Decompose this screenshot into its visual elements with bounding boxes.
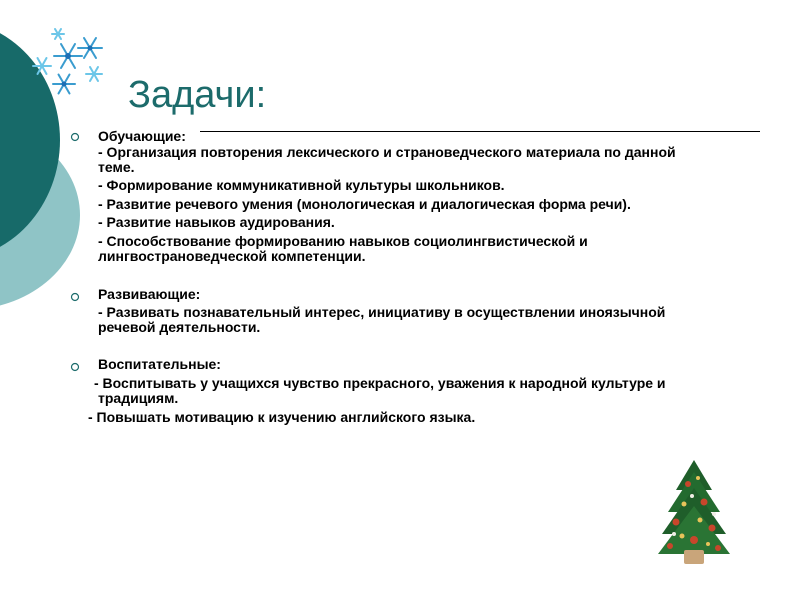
list-item: - Формирование коммуникативной культуры школьников. — [98, 177, 505, 193]
section-heading-teaching: Обучающие: — [98, 128, 186, 144]
section-heading-upbringing: Воспитательные: — [98, 356, 221, 372]
list-item: теме. — [98, 159, 135, 175]
hollow-circle-bullet-icon — [70, 292, 80, 302]
list-item: - Развитие навыков аудирования. — [98, 214, 335, 230]
list-item: - Организация повторения лексического и страноведческого материала по данной — [98, 144, 676, 160]
christmas-tree-icon — [654, 456, 734, 568]
list-item: - Развивать познавательный интерес, инициативу в осуществлении иноязычной — [98, 304, 666, 320]
list-item: лингвострановедческой компетенции. — [98, 248, 366, 264]
list-item: - Развитие речевого умения (монологическая и диалогическая форма речи). — [98, 196, 631, 212]
snowflakes-icon — [28, 26, 112, 102]
list-item: - Способствование формированию навыков социолингвистической и — [98, 233, 588, 249]
hollow-circle-bullet-icon — [70, 132, 80, 142]
list-item: традициям. — [98, 390, 179, 406]
hollow-circle-bullet-icon — [70, 362, 80, 372]
list-item: - Повышать мотивацию к изучению английского языка. — [88, 409, 476, 425]
list-item: речевой деятельности. — [98, 319, 261, 335]
section-heading-developing: Развивающие: — [98, 286, 201, 302]
list-item: - Воспитывать у учащихся чувство прекрасного, уважения к народной культуре и — [94, 375, 666, 391]
slide-title: Задачи: — [128, 74, 267, 116]
title-underline — [200, 131, 760, 132]
